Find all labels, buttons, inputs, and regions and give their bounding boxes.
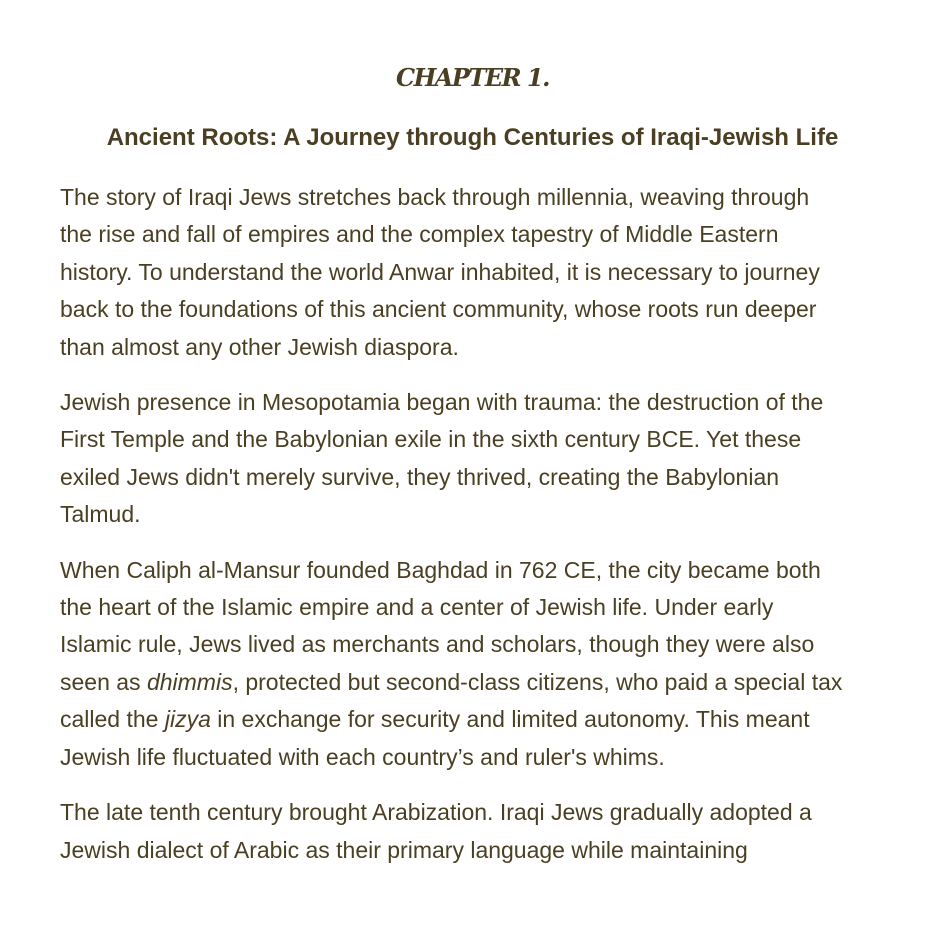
text-line: The late tenth century brought Arabization. Iraqi Jews gradually adopted a xyxy=(60,799,812,826)
text-line: Jewish dialect of Arabic as their primary language while maintaining xyxy=(60,836,748,863)
paragraph-3 xyxy=(60,552,890,776)
text-segment: , protected but second-class citizens, who paid a special tax xyxy=(232,668,843,695)
text-line: Islamic rule, Jews lived as merchants and scholars, though they were also xyxy=(60,631,815,658)
text-line: Jewish life fluctuated with each country’s and ruler's whims. xyxy=(60,743,665,770)
text-line: than almost any other Jewish diaspora. xyxy=(60,333,459,360)
text-line: the rise and fall of empires and the complex tapestry of Middle Eastern xyxy=(60,221,779,248)
text-line xyxy=(60,664,890,701)
paragraph-1 xyxy=(60,179,890,366)
text-line: history. To understand the world Anwar inhabited, it is necessary to journey xyxy=(60,258,820,285)
text-line: The story of Iraqi Jews stretches back through millennia, weaving through xyxy=(60,184,810,210)
text-line: back to the foundations of this ancient community, whose roots run deeper xyxy=(60,296,817,323)
body-text xyxy=(60,179,890,887)
text-line: exiled Jews didn't merely survive, they thrived, creating the Babylonian xyxy=(60,463,780,490)
text-segment: in exchange for security and limited autonomy. This meant xyxy=(210,706,810,733)
text-segment: called the xyxy=(60,706,165,733)
text-segment: seen as xyxy=(60,668,147,695)
text-line: Talmud. xyxy=(60,501,141,528)
text-line: When Caliph al-Mansur founded Baghdad in 762 CE, the city became both xyxy=(60,556,821,583)
chapter-title: Ancient Roots: A Journey through Centuries of Iraqi-Jewish Life xyxy=(106,124,839,151)
chapter-label: CHAPTER 1. xyxy=(396,63,549,92)
text-line: the heart of the Islamic empire and a center of Jewish life. Under early xyxy=(60,594,774,621)
paragraph-4 xyxy=(60,794,890,869)
paragraph-2 xyxy=(60,384,890,534)
emphasis-term: jizya xyxy=(164,706,211,733)
emphasis-term: dhimmis xyxy=(146,668,233,695)
text-line: First Temple and the Babylonian exile in the sixth century BCE. Yet these xyxy=(60,426,802,453)
text-line xyxy=(60,701,890,738)
text-line: Jewish presence in Mesopotamia began with trauma: the destruction of the xyxy=(60,389,824,416)
